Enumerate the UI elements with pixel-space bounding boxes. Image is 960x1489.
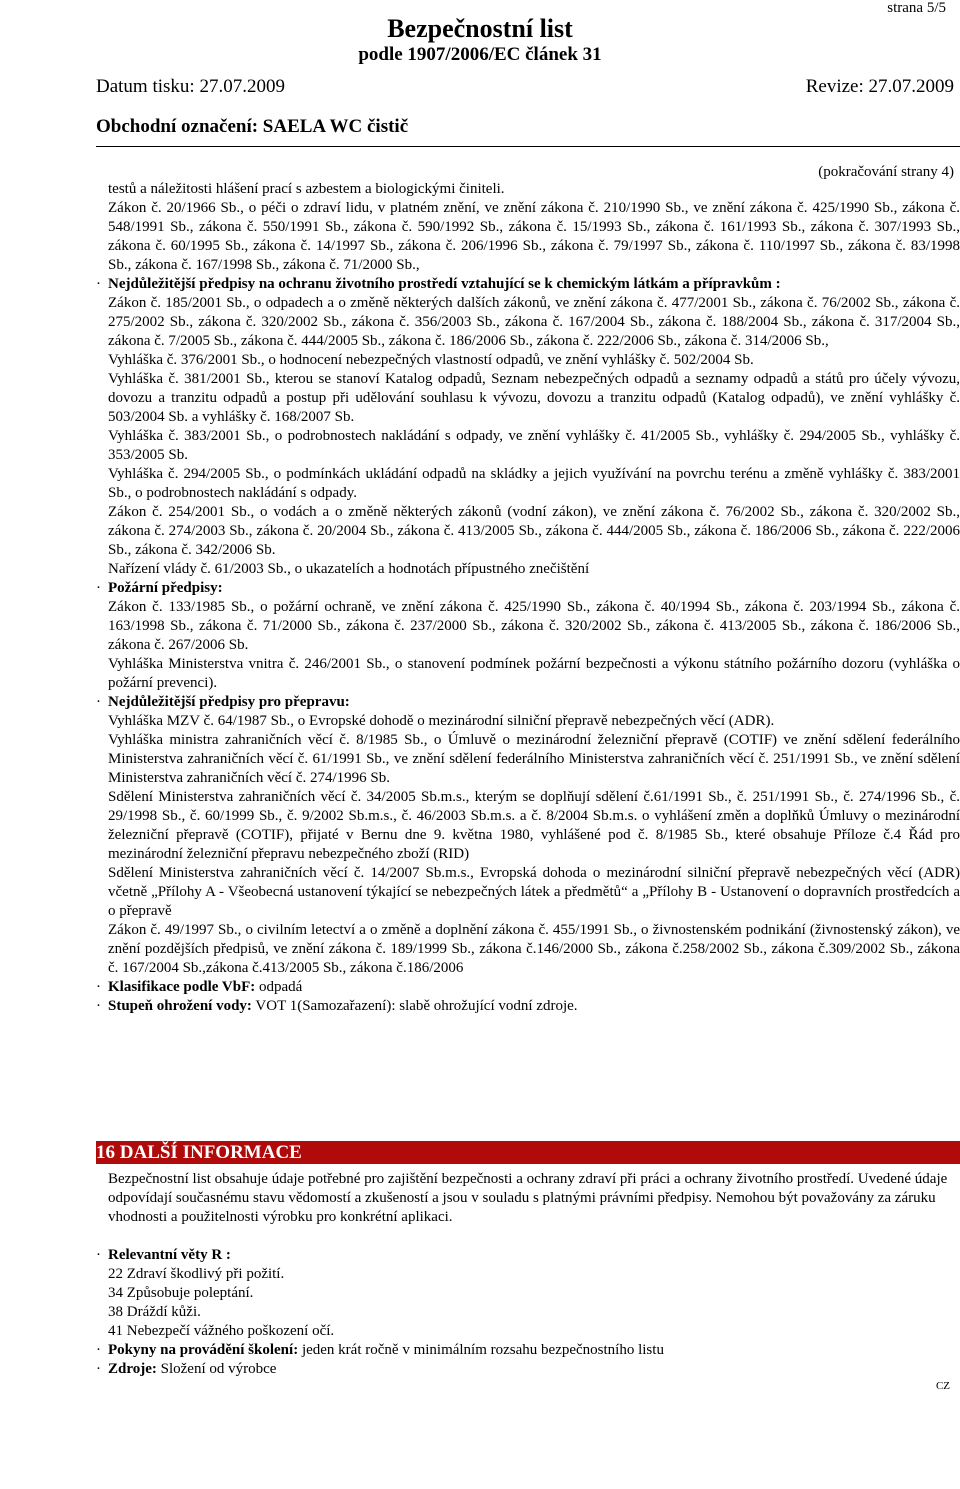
regulations-body	[96, 180, 960, 1016]
vbf-value: odpadá	[255, 979, 303, 995]
r-phrases-label: Relevantní věty R :	[108, 1247, 231, 1263]
heading-fire	[96, 579, 960, 598]
r-phrase: 22 Zdraví škodlivý při požití.	[108, 1266, 285, 1282]
section-16-body	[96, 1170, 960, 1379]
water-hazard-class	[96, 997, 960, 1016]
r-phrase: 38 Dráždí kůži.	[108, 1304, 201, 1320]
page-number: strana 5/5	[887, 0, 946, 16]
bullet-dot: ·	[96, 276, 101, 292]
paragraph: Vyhláška č. 294/2005 Sb., o podmínkách ukládání odpadů na skládky a jejich využívání na povrchu terénu a změně vyhlášky č. 383/2001 Sb., o podrobnostech nakládání s odpady.	[108, 466, 960, 501]
vbf-classification	[96, 978, 960, 997]
bullet-dot: ·	[96, 1361, 101, 1377]
paragraph: Vyhláška Ministerstva vnitra č. 246/2001 Sb., o stanovení podmínek požární bezpečnosti a výkonu státního požárního dozoru (vyhláška o požární prevenci).	[108, 656, 960, 691]
bullet-dot: ·	[96, 998, 101, 1014]
section-16-heading-text: 16 DALŠÍ INFORMACE	[96, 1142, 302, 1163]
bullet-dot: ·	[96, 1247, 101, 1263]
r-phrase: 34 Způsobuje poleptání.	[108, 1285, 254, 1301]
training-label: Pokyny na provádění školení:	[108, 1342, 299, 1358]
section-16-intro: Bezpečnostní list obsahuje údaje potřebné pro zajištění bezpečnosti a ochrany zdraví při práci a ochrany životního prostředí. Uvedené údaje odpovídají současnému stavu vědomostí a zkušeností a jsou v souladu s platnými právními předpisy. Nemohou být považovány za záruku vhodnosti a použitelnosti výrobku pro konkrétní aplikaci.	[108, 1171, 948, 1225]
trade-name: Obchodní označení: SAELA WC čistič	[96, 116, 409, 137]
paragraph: Zákon č. 133/1985 Sb., o požární ochraně, ve znění zákona č. 425/1990 Sb., zákona č. 40/1994 Sb., zákona č. 203/1994 Sb., zákona č. 163/1998 Sb., zákona č. 71/2000 Sb., zákona č. 237/2000 Sb., zákona č. 320/2002 Sb., zákona č. 413/2005 Sb., zákona č. 186/2006 Sb., zákona č. 267/2006 Sb.	[108, 599, 960, 653]
bullet-dot: ·	[96, 1342, 101, 1358]
continuation-note: (pokračování strany 4)	[818, 164, 954, 180]
paragraph: Zákon č. 254/2001 Sb., o vodách a o změně některých zákonů (vodní zákon), ve znění zákona č. 76/2002 Sb., zákona č. 320/2002 Sb., zákona č. 274/2003 Sb., zákona č. 20/2004 Sb., zákona č. 413/2005 Sb., zákona č. 444/2005 Sb., zákona č. 186/2006 Sb., zákona č. 222/2006 Sb., zákona č. 342/2006 Sb.	[108, 504, 960, 558]
paragraph: Sdělení Ministerstva zahraničních věcí č. 14/2007 Sb.m.s., Evropská dohoda o mezinárodní silniční přepravě nebezpečných věcí (ADR) včetně „Přílohy A - Všeobecná ustanovení týkající se nebezpečných látek a předmětů“ a „Přílohy B - Ustanovení o dopravních prostředcích a o přepravě	[108, 865, 960, 919]
paragraph: Zákon č. 49/1997 Sb., o civilním letectví a o změně a doplnění zákona č. 455/1991 Sb., o živnostenském podnikání (živnostenský zákon), ve znění pozdějších předpisů, ve znění zákona č. 189/1999 Sb., zákona č.146/2000 Sb., zákona č.258/2002 Sb., zákona č.309/2002 Sb., zákona č. 167/2004 Sb.,zákona č.413/2005 Sb., zákona č.186/2006	[108, 922, 960, 976]
paragraph: testů a náležitosti hlášení prací s azbestem a biologickými činiteli.	[108, 181, 505, 197]
water-hazard-label: Stupeň ohrožení vody:	[108, 998, 252, 1014]
sources-label: Zdroje:	[108, 1361, 157, 1377]
paragraph: Vyhláška ministra zahraničních věcí č. 8/1985 Sb., o Úmluvě o mezinárodní železniční přepravě (COTIF) ve znění sdělení federálního Ministerstva zahraničních věcí č. 61/1991 Sb., ve znění sdělení federálního Ministerstva zahraničních věcí č. 251/1991 Sb., ve znění sdělení Ministerstva zahraničních věcí č. 274/1996 Sb.	[108, 732, 960, 786]
sources	[96, 1360, 960, 1379]
paragraph: Vyhláška MZV č. 64/1987 Sb., o Evropské dohodě o mezinárodní silniční přepravě nebezpečných věcí (ADR).	[108, 713, 775, 729]
vbf-label: Klasifikace podle VbF:	[108, 979, 256, 995]
heading-environment	[96, 275, 960, 294]
heading-transport-text: Nejdůležitější předpisy pro přepravu:	[108, 694, 350, 710]
training-value: jeden krát ročně v minimálním rozsahu bezpečnostního listu	[298, 1342, 664, 1358]
document-subtitle: podle 1907/2006/EC článek 31	[358, 44, 602, 65]
header-rule	[96, 146, 960, 147]
water-hazard-value: VOT 1(Samozařazení): slabě ohrožující vodní zdroje.	[251, 998, 578, 1014]
document-title: Bezpečnostní list	[387, 14, 573, 43]
section-16-heading	[96, 1141, 960, 1164]
heading-transport	[96, 693, 960, 712]
revision-date: Revize: 27.07.2009	[805, 76, 954, 97]
heading-environment-text: Nejdůležitější předpisy na ochranu životního prostředí vztahující se k chemickým látkám a přípravkům :	[108, 276, 781, 292]
r-phrases-heading	[96, 1246, 960, 1265]
bullet-dot: ·	[96, 979, 101, 995]
paragraph: Zákon č. 185/2001 Sb., o odpadech a o změně některých dalších zákonů, ve znění zákona č. 477/2001 Sb., zákona č. 76/2002 Sb., zákona č. 275/2002 Sb., zákona č. 320/2002 Sb., zákona č. 356/2003 Sb., zákona č. 167/2004 Sb., zákona č. 188/2004 Sb., zákona č. 317/2004 Sb., zákona č. 7/2005 Sb., zákona č. 444/2005 Sb., zákona č. 186/2006 Sb., zákona č. 222/2006 Sb., zákona č. 314/2006 Sb.,	[108, 295, 960, 349]
paragraph: Zákon č. 20/1966 Sb., o péči o zdraví lidu, v platném znění, ve znění zákona č. 210/1990 Sb., ve znění zákona č. 425/1990 Sb., zákona č. 548/1991 Sb., zákona č. 550/1991 Sb., zákona č. 590/1992 Sb., zákona č. 15/1993 Sb., zákona č. 161/1993 Sb., zákona č. 307/1993 Sb., zákona č. 60/1995 Sb., zákona č. 14/1997 Sb., zákona č. 206/1996 Sb., zákona č. 79/1997 Sb., zákona č. 110/1997 Sb., zákona č. 83/1998 Sb., zákona č. 167/1998 Sb., zákona č. 71/2000 Sb.,	[108, 200, 960, 273]
language-code: CZ	[935, 1380, 950, 1392]
bullet-dot: ·	[96, 694, 101, 710]
paragraph: Vyhláška č. 381/2001 Sb., kterou se stanoví Katalog odpadů, Seznam nebezpečných odpadů a seznamy odpadů a států pro účely vývozu, dovozu a tranzitu odpadů a postup při udělování souhlasu k vývozu, dovozu a tranzitu odpadů (Katalog odpadů), ve znění vyhlášky č. 503/2004 Sb. a vyhlášky č. 168/2007 Sb.	[108, 371, 960, 425]
bullet-dot: ·	[96, 580, 101, 596]
paragraph: Nařízení vlády č. 61/2003 Sb., o ukazatelích a hodnotách přípustného znečištění	[108, 561, 590, 577]
r-phrase: 41 Nebezpečí vážného poškození očí.	[108, 1323, 335, 1339]
print-date: Datum tisku: 27.07.2009	[96, 76, 285, 97]
paragraph: Vyhláška č. 376/2001 Sb., o hodnocení nebezpečných vlastností odpadů, ve znění vyhlášky č. 502/2004 Sb.	[108, 352, 754, 368]
training-instructions	[96, 1341, 960, 1360]
paragraph: Vyhláška č. 383/2001 Sb., o podrobnostech nakládání s odpady, ve znění vyhlášky č. 41/2005 Sb., vyhlášky č. 294/2005 Sb., vyhlášky č. 353/2005 Sb.	[108, 428, 960, 463]
heading-fire-text: Požární předpisy:	[108, 580, 223, 596]
paragraph: Sdělení Ministerstva zahraničních věcí č. 34/2005 Sb.m.s., kterým se doplňují sdělení č.61/1991 Sb., č. 251/1991 Sb., č. 274/1996 Sb., č. 29/1998 Sb., č. 60/1999 Sb., č. 9/2002 Sb.m.s., č. 46/2003 Sb.m.s. a č. 8/2004 Sb.m.s. o vyhlášení změn a doplňků Úmluvy o mezinárodní železniční přepravě (COTIF), přijaté v Bernu dne 9. května 1980, vyhlášené pod č. 8/1985 Sb., které obsahuje Příloze č.4 Řád pro mezinárodní železniční přepravu nebezpečného zboží (RID)	[108, 789, 960, 862]
sources-value: Složení od výrobce	[156, 1361, 277, 1377]
